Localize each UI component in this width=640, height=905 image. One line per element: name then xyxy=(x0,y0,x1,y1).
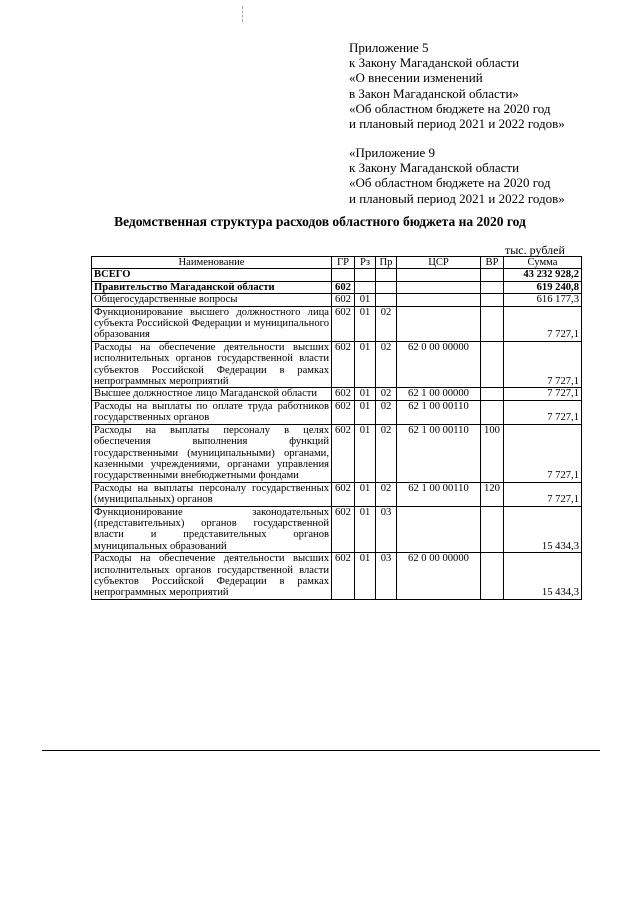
header-gr: ГР xyxy=(332,257,355,269)
cell-sum: 7 727,1 xyxy=(504,388,582,400)
appendix-9-header xyxy=(349,145,565,206)
cell-name: Правительство Магаданской области xyxy=(92,281,332,293)
table-row xyxy=(92,281,582,293)
cell-sum: 7 727,1 xyxy=(504,306,582,341)
table-row xyxy=(92,506,582,553)
cell-name: Высшее должностное лицо Магаданской области xyxy=(92,388,332,400)
fold-mark xyxy=(242,6,244,22)
table-row xyxy=(92,400,582,424)
cell-gr: 602 xyxy=(332,306,355,341)
cell-csr xyxy=(397,294,481,306)
cell-sum: 43 232 928,2 xyxy=(504,269,582,281)
cell-pr: 02 xyxy=(376,306,397,341)
header-rz: Рз xyxy=(355,257,376,269)
appendix-5-line: и плановый период 2021 и 2022 годов» xyxy=(349,116,565,132)
cell-pr: 03 xyxy=(376,506,397,553)
cell-name: ВСЕГО xyxy=(92,269,332,281)
cell-pr: 02 xyxy=(376,388,397,400)
cell-rz: 01 xyxy=(355,400,376,424)
cell-name: Функционирование высшего должностного лица субъекта Российской Федерации и муниципального образования xyxy=(92,306,332,341)
cell-rz xyxy=(355,281,376,293)
cell-pr: 02 xyxy=(376,424,397,482)
cell-rz: 01 xyxy=(355,341,376,388)
cell-pr: 02 xyxy=(376,482,397,506)
cell-csr: 62 0 00 00000 xyxy=(397,553,481,600)
cell-rz: 01 xyxy=(355,388,376,400)
cell-rz: 01 xyxy=(355,482,376,506)
cell-csr xyxy=(397,269,481,281)
cell-rz: 01 xyxy=(355,294,376,306)
appendix-5-line: Приложение 5 xyxy=(349,40,429,55)
cell-csr xyxy=(397,306,481,341)
cell-gr: 602 xyxy=(332,482,355,506)
cell-sum: 616 177,3 xyxy=(504,294,582,306)
cell-sum: 7 727,1 xyxy=(504,400,582,424)
cell-csr: 62 1 00 00000 xyxy=(397,388,481,400)
cell-sum: 7 727,1 xyxy=(504,341,582,388)
cell-sum: 619 240,8 xyxy=(504,281,582,293)
header-vr: ВР xyxy=(481,257,504,269)
cell-gr: 602 xyxy=(332,400,355,424)
cell-vr xyxy=(481,306,504,341)
cell-csr xyxy=(397,281,481,293)
cell-name: Функционирование законодательных (представительных) органов государственной власти и представительных органов муниципальных образований xyxy=(92,506,332,553)
table-row xyxy=(92,388,582,400)
cell-vr xyxy=(481,269,504,281)
budget-table xyxy=(91,256,582,600)
cell-sum: 15 434,3 xyxy=(504,553,582,600)
table-row xyxy=(92,269,582,281)
appendix-5-line: «Об областном бюджете на 2020 год xyxy=(349,100,551,116)
cell-pr xyxy=(376,294,397,306)
header-pr: Пр xyxy=(376,257,397,269)
cell-sum: 7 727,1 xyxy=(504,424,582,482)
footer-divider xyxy=(42,750,600,751)
cell-csr xyxy=(397,506,481,553)
cell-vr xyxy=(481,400,504,424)
table-row xyxy=(92,341,582,388)
cell-gr xyxy=(332,269,355,281)
table-row xyxy=(92,482,582,506)
table-row xyxy=(92,294,582,306)
cell-vr xyxy=(481,281,504,293)
appendix-5-line: «О внесении изменений xyxy=(349,70,483,86)
cell-name: Расходы на обеспечение деятельности высших исполнительных органов государственной власти субъектов Российской Федерации в рамках непрограммных мероприятий xyxy=(92,553,332,600)
cell-gr: 602 xyxy=(332,424,355,482)
cell-rz: 01 xyxy=(355,306,376,341)
cell-name: Расходы на выплаты по оплате труда работников государственных органов xyxy=(92,400,332,424)
cell-sum: 15 434,3 xyxy=(504,506,582,553)
cell-vr xyxy=(481,506,504,553)
cell-vr xyxy=(481,553,504,600)
cell-name: Расходы на выплаты персоналу государственных (муниципальных) органов xyxy=(92,482,332,506)
table-row xyxy=(92,306,582,341)
appendix-5-line: к Закону Магаданской области xyxy=(349,55,520,71)
table-row xyxy=(92,553,582,600)
appendix-9-line: «Об областном бюджете на 2020 год xyxy=(349,175,551,191)
cell-pr: 02 xyxy=(376,341,397,388)
appendix-9-line: к Закону Магаданской области xyxy=(349,160,520,176)
cell-vr xyxy=(481,294,504,306)
header-name: Наименование xyxy=(92,257,332,269)
cell-vr: 100 xyxy=(481,424,504,482)
cell-gr: 602 xyxy=(332,341,355,388)
cell-csr: 62 1 00 00110 xyxy=(397,424,481,482)
cell-csr: 62 1 00 00110 xyxy=(397,400,481,424)
cell-gr: 602 xyxy=(332,281,355,293)
cell-rz: 01 xyxy=(355,506,376,553)
cell-pr: 02 xyxy=(376,400,397,424)
cell-csr: 62 1 00 00110 xyxy=(397,482,481,506)
header-csr: ЦСР xyxy=(397,257,481,269)
header-sum: Сумма xyxy=(504,257,582,269)
appendix-5-line: в Закон Магаданской области» xyxy=(349,85,519,101)
appendix-9-line: «Приложение 9 xyxy=(349,145,436,160)
document-title: Ведомственная структура расходов областного бюджета на 2020 год xyxy=(114,214,526,229)
cell-sum: 7 727,1 xyxy=(504,482,582,506)
cell-name: Общегосударственные вопросы xyxy=(92,294,332,306)
table-row xyxy=(92,424,582,482)
cell-vr xyxy=(481,341,504,388)
cell-gr: 602 xyxy=(332,294,355,306)
units-label: тыс. рублей xyxy=(505,243,565,257)
cell-vr: 120 xyxy=(481,482,504,506)
appendix-5-header xyxy=(349,40,565,131)
cell-pr xyxy=(376,269,397,281)
cell-vr xyxy=(481,388,504,400)
cell-name: Расходы на обеспечение деятельности высших исполнительных органов государственной власти субъектов Российской Федерации в рамках непрограммных мероприятий xyxy=(92,341,332,388)
cell-gr: 602 xyxy=(332,506,355,553)
cell-rz: 01 xyxy=(355,553,376,600)
cell-rz: 01 xyxy=(355,424,376,482)
cell-pr xyxy=(376,281,397,293)
appendix-9-line: и плановый период 2021 и 2022 годов» xyxy=(349,190,565,206)
cell-pr: 03 xyxy=(376,553,397,600)
cell-name: Расходы на выплаты персоналу в целях обеспечения выполнения функций государственными (муниципальными) органами, казенными учреждениями, органами управления государственными внебюджетными фондами xyxy=(92,424,332,482)
cell-csr: 62 0 00 00000 xyxy=(397,341,481,388)
cell-gr: 602 xyxy=(332,388,355,400)
cell-gr: 602 xyxy=(332,553,355,600)
cell-rz xyxy=(355,269,376,281)
table-header-row xyxy=(92,257,582,269)
